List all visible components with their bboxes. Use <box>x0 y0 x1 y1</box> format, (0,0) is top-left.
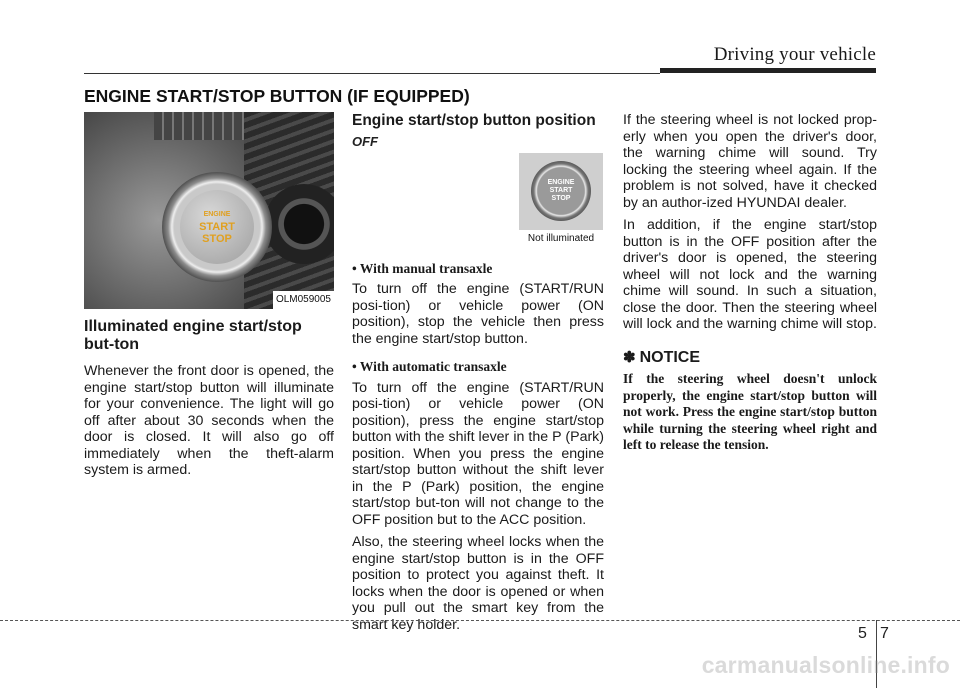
column-right <box>623 112 877 454</box>
engine-button-photo <box>84 112 334 309</box>
header-rule-accent <box>660 68 876 73</box>
notice-star-icon: ✽ <box>623 348 636 366</box>
start-stop-button-image: ENGINE START STOP <box>180 190 254 264</box>
subheading-button-position: Engine start/stop button position <box>352 112 596 129</box>
image-caption: Not illuminated <box>519 230 603 249</box>
paragraph-warning-chime: In addition, if the engine start/stop button is in the OFF position after the driver's door is opened, the steering wheel will not lock and the warning chime will sound. In such a situation, close the door. Then the steering wheel will lock and the warning chime will stop. <box>623 217 877 332</box>
notice-heading <box>623 350 877 367</box>
column-middle <box>352 112 604 633</box>
paragraph-automatic: To turn off the engine (START/RUN posi-tion) or vehicle power (ON position), press the engine start/stop button with the shift lever in the P (Park) position. When you press the engine start/stop button without the shift lever in the P (Park) position, the engine start/stop but-ton will not change to the OFF position but to the ACC position. <box>352 379 604 528</box>
position-off-label: OFF <box>352 134 378 149</box>
off-button-image <box>519 153 603 249</box>
bullet-manual-transaxle: • With manual transaxle <box>352 260 493 276</box>
running-header: Driving your vehicle <box>713 44 876 65</box>
header-rule <box>84 73 660 74</box>
notice-title: NOTICE <box>639 348 701 366</box>
start-stop-button-icon: ENGINE START STOP <box>531 161 591 221</box>
chapter-number: 5 <box>858 625 867 642</box>
photo-code-label: OLM059005 <box>273 291 334 310</box>
paragraph-steering-unlocked: If the steering wheel is not locked prop-erly when you open the driver's door, the warning chime will sound. Try locking the steering wheel again. If the problem is not solved, have it checked by an author-ized HYUNDAI dealer. <box>623 112 877 211</box>
page-number: 7 <box>880 625 889 642</box>
notice-text: If the steering wheel doesn't unlock properly, the engine start/stop button will not work. Press the engine start/stop button while turning the steering wheel right and left to release the tension. <box>623 371 877 452</box>
footer-rule <box>0 620 960 621</box>
watermark: carmanualsonline.info <box>701 652 950 678</box>
subheading-illuminated: Illuminated engine start/stop but-ton <box>84 318 302 353</box>
paragraph-manual: To turn off the engine (START/RUN posi-tion) or vehicle power (ON position), stop the vehicle then press the engine start/stop button. <box>352 281 604 347</box>
paragraph-illuminated: Whenever the front door is opened, the engine start/stop button will illuminate for your convenience. The light will go off after about 30 seconds when the door is closed. It will also go off immediately when the theft-alarm system is armed. <box>84 363 334 478</box>
paragraph-steering-lock: Also, the steering wheel locks when the engine start/stop button is in the OFF position to protect you against theft. It locks when the door is opened or when you pull out the smart key from the smart key holder. <box>352 534 604 633</box>
section-title: ENGINE START/STOP BUTTON (IF EQUIPPED) <box>84 86 470 106</box>
column-left <box>84 112 334 479</box>
bullet-automatic-transaxle: • With automatic transaxle <box>352 359 507 374</box>
